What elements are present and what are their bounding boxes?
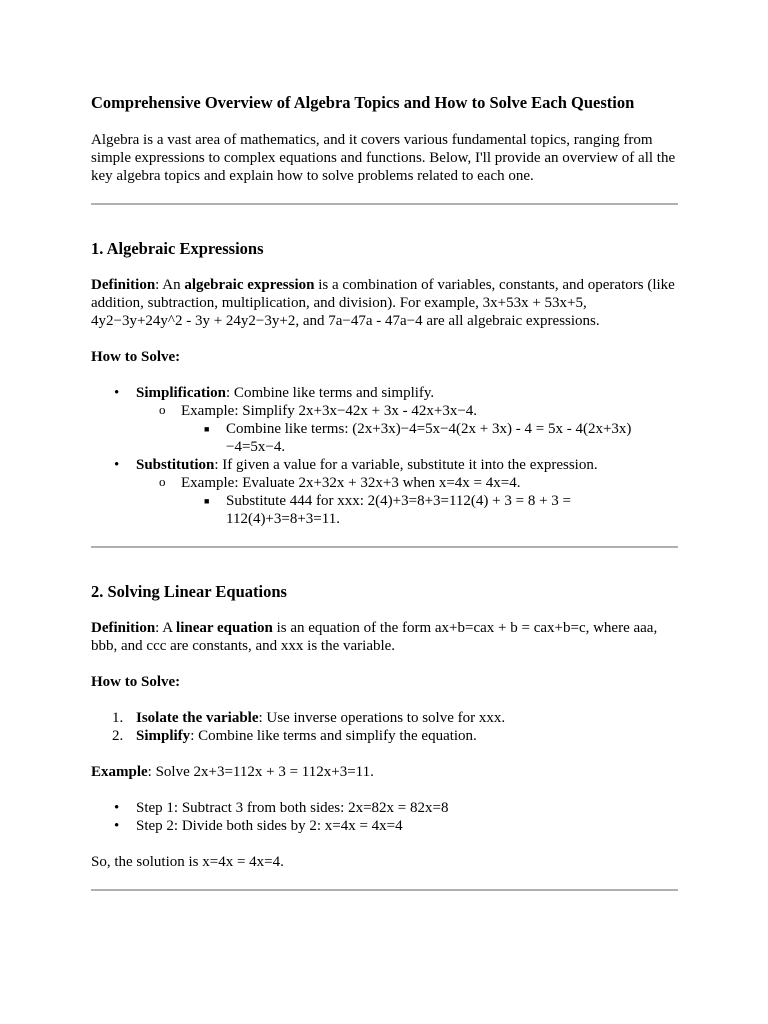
bullet-marker: • [114, 385, 120, 401]
sub-list [136, 474, 678, 528]
section-heading-algebraic-expressions: 1. Algebraic Expressions [91, 239, 264, 258]
definition-text: is an equation of the form ax+b=cax + b = cax+b=c, where aaa, bbb, and ccc are constants, and xxx is the variable. [91, 620, 658, 654]
definition-label: Definition [91, 620, 156, 636]
circle-marker: o [159, 474, 166, 489]
list-item [112, 727, 678, 745]
section-divider [91, 546, 678, 548]
definition-text: is a combination of variables, constants, and operators (like addition, subtraction, multiplication, and division). For example, 3x+53x + 53x+5, 4y2−3y+24y^2 - 3y + 24y2−3y+2, and 7a−47a - 47a−4 are all algebraic expressions. [91, 277, 675, 329]
definition-paragraph [91, 276, 678, 330]
list-item [114, 817, 678, 835]
list-item [204, 492, 678, 528]
list-item [112, 709, 678, 727]
solution-paragraph: So, the solution is x=4x = 4x=4. [91, 854, 284, 870]
example-paragraph [91, 763, 678, 781]
example-text: : Solve 2x+3=112x + 3 = 112x+3=11. [147, 764, 374, 780]
intro-paragraph: Algebra is a vast area of mathematics, and it covers various fundamental topics, ranging from simple expressions to complex equations and functions. Below, I'll provide an overview of all the key algebra topics and explain how to solve problems related to each one. [91, 132, 676, 184]
how-to-solve-text: How to Solve: [91, 349, 181, 365]
document-title: Comprehensive Overview of Algebra Topics and How to Solve Each Question [91, 93, 635, 112]
step-text: : Combine like terms and simplify the equation. [190, 728, 477, 744]
section-divider [91, 203, 678, 205]
definition-label: Definition [91, 277, 156, 293]
step-number: 1. [112, 710, 124, 726]
example-step-text: Step 2: Divide both sides by 2: x=4x = 4x=4 [136, 818, 403, 834]
list-item [159, 474, 678, 528]
bullet-marker: • [114, 800, 120, 816]
how-to-solve-label [91, 348, 678, 366]
example-text: Example: Evaluate 2x+32x + 32x+3 when x=4x = 4x=4. [181, 475, 521, 491]
method-text: : Combine like terms and simplify. [226, 385, 435, 401]
section-divider [91, 889, 678, 891]
sub-list [136, 402, 678, 456]
example-step-text: Step 1: Subtract 3 from both sides: 2x=82x = 82x=8 [136, 800, 449, 816]
list-item [114, 384, 678, 456]
list-item [159, 402, 678, 456]
how-to-solve-label [91, 673, 678, 691]
definition-prefix: : An [155, 277, 185, 293]
method-list [91, 384, 678, 528]
definition-prefix: : A [155, 620, 177, 636]
detail-text: Substitute 444 for xxx: 2(4)+3=8+3=112(4) + 3 = 8 + 3 = 112(4)+3=8+3=11. [226, 493, 572, 527]
method-label: Simplification [136, 385, 227, 401]
sub-sub-list [181, 492, 678, 528]
sub-sub-list [181, 420, 678, 456]
example-steps-list [91, 799, 678, 835]
definition-term: linear equation [176, 620, 273, 636]
square-marker: ■ [204, 424, 210, 434]
list-item [114, 456, 678, 528]
square-marker: ■ [204, 496, 210, 506]
method-label: Substitution [136, 457, 215, 473]
method-text: : If given a value for a variable, substitute it into the expression. [214, 457, 598, 473]
definition-term: algebraic expression [184, 277, 315, 293]
definition-paragraph [91, 619, 678, 655]
how-to-solve-text: How to Solve: [91, 674, 181, 690]
bullet-marker: • [114, 457, 120, 473]
section-heading-linear-equations: 2. Solving Linear Equations [91, 582, 287, 601]
steps-list [91, 709, 678, 745]
step-text: : Use inverse operations to solve for xxx. [258, 710, 506, 726]
list-item [114, 799, 678, 817]
bullet-marker: • [114, 818, 120, 834]
list-item [204, 420, 678, 456]
step-label: Simplify [136, 728, 191, 744]
step-label: Isolate the variable [136, 710, 259, 726]
step-number: 2. [112, 728, 124, 744]
circle-marker: o [159, 402, 166, 417]
example-label: Example [91, 764, 148, 780]
example-text: Example: Simplify 2x+3x−42x + 3x - 42x+3x−4. [181, 403, 478, 419]
detail-text: Combine like terms: (2x+3x)−4=5x−4(2x + 3x) - 4 = 5x - 4(2x+3x)−4=5x−4. [226, 421, 632, 455]
